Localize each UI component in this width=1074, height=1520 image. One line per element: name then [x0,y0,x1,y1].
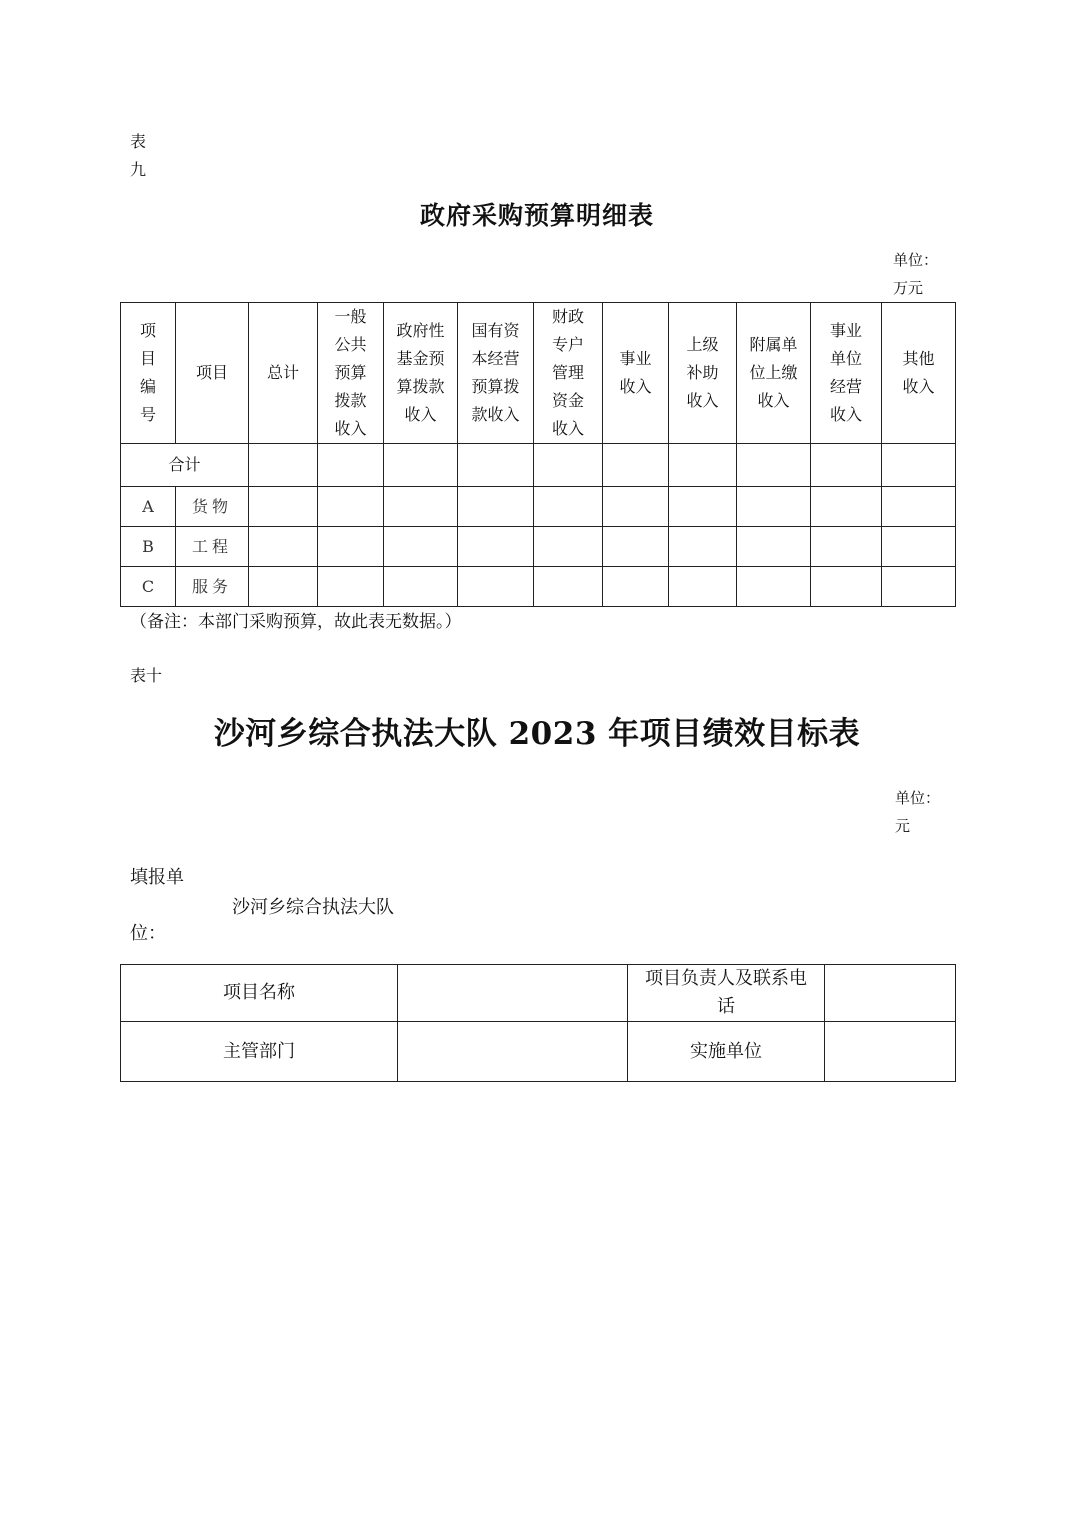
table-row [121,567,956,607]
filler-value: 沙河乡综合执法大队 [232,897,394,918]
empty-cell [534,527,603,567]
empty-cell [737,487,811,527]
header-cell [318,303,384,444]
row-code: A [121,487,176,527]
header-state-capital: 国有资本经营预算拨款收入 [471,321,520,424]
empty-cell [384,487,458,527]
header-cell [121,303,176,444]
empty-cell [458,527,534,567]
header-cell [737,303,811,444]
header-cell [176,303,249,444]
header-affiliated-unit: 附属单位上缴收入 [749,335,798,410]
empty-cell [669,527,737,567]
table9-unit-line2: 万元 [893,279,924,297]
empty-cell [603,444,669,487]
table-row [121,965,956,1022]
impl-value [825,1022,956,1082]
project-name-label: 项目名称 [121,965,398,1022]
empty-cell [384,527,458,567]
header-cell [249,303,318,444]
header-cell [384,303,458,444]
empty-cell [882,527,956,567]
empty-cell [882,444,956,487]
empty-cell [882,487,956,527]
empty-cell [249,487,318,527]
performance-target-table [120,964,956,1082]
table9-label-line2: 九 [130,160,147,179]
empty-cell [318,487,384,527]
filler-label-line2: 位： [130,923,166,944]
table9-note: （备注：本部门采购预算，故此表无数据。） [130,612,462,632]
row-code: C [121,567,176,607]
header-special-account: 财政专户管理资金收入 [551,307,584,438]
empty-cell [603,527,669,567]
empty-cell [318,527,384,567]
total-label: 合计 [121,444,249,487]
project-name-value [398,965,628,1022]
header-business-income: 事业收入 [619,349,652,396]
table9-header-row [121,303,956,444]
empty-cell [603,567,669,607]
header-gov-fund: 政府性基金预算拨款收入 [396,321,445,424]
empty-cell [534,487,603,527]
empty-cell [737,567,811,607]
empty-cell [737,527,811,567]
header-general-budget: 一般公共预算拨款收入 [334,307,367,438]
empty-cell [811,444,882,487]
header-cell [458,303,534,444]
empty-cell [603,487,669,527]
empty-cell [669,487,737,527]
header-cell [603,303,669,444]
header-total: 总计 [266,363,299,382]
header-project-code: 项目编号 [139,321,156,424]
dept-label: 主管部门 [121,1022,398,1082]
impl-label: 实施单位 [628,1022,825,1082]
table9-unit-line1: 单位： [893,251,939,269]
row-category: 工程 [176,527,249,567]
empty-cell [534,567,603,607]
empty-cell [669,444,737,487]
procurement-budget-table [120,302,956,607]
table10-unit-line2: 元 [895,817,911,835]
table-row [121,527,956,567]
empty-cell [458,444,534,487]
table-row [121,444,956,487]
header-cell [669,303,737,444]
empty-cell [384,567,458,607]
table10-label: 表十 [130,666,163,685]
row-category: 货物 [176,487,249,527]
contact-value [825,965,956,1022]
header-superior-subsidy: 上级补助收入 [686,335,719,410]
empty-cell [249,567,318,607]
empty-cell [811,487,882,527]
header-cell [534,303,603,444]
table10-unit-line1: 单位： [895,789,941,807]
table-row [121,487,956,527]
empty-cell [249,444,318,487]
empty-cell [669,567,737,607]
empty-cell [811,527,882,567]
empty-cell [737,444,811,487]
row-category: 服务 [176,567,249,607]
table9-title: 政府采购预算明细表 [419,201,654,230]
empty-cell [384,444,458,487]
empty-cell [458,567,534,607]
header-project: 项目 [195,363,228,382]
header-cell [882,303,956,444]
empty-cell [318,567,384,607]
header-other-income: 其他收入 [902,349,935,396]
empty-cell [249,527,318,567]
contact-label: 项目负责人及联系电话 [645,968,807,1017]
empty-cell [458,487,534,527]
empty-cell [882,567,956,607]
header-cell [811,303,882,444]
table9-label-line1: 表 [130,132,147,151]
empty-cell [534,444,603,487]
dept-value [398,1022,628,1082]
header-business-operation: 事业单位经营收入 [829,321,862,424]
empty-cell [318,444,384,487]
table10-title: 沙河乡综合执法大队 2023 年项目绩效目标表 [213,716,861,752]
contact-label-cell [628,965,825,1022]
row-code: B [121,527,176,567]
table-row [121,1022,956,1082]
empty-cell [811,567,882,607]
filler-label-line1: 填报单 [130,867,184,888]
